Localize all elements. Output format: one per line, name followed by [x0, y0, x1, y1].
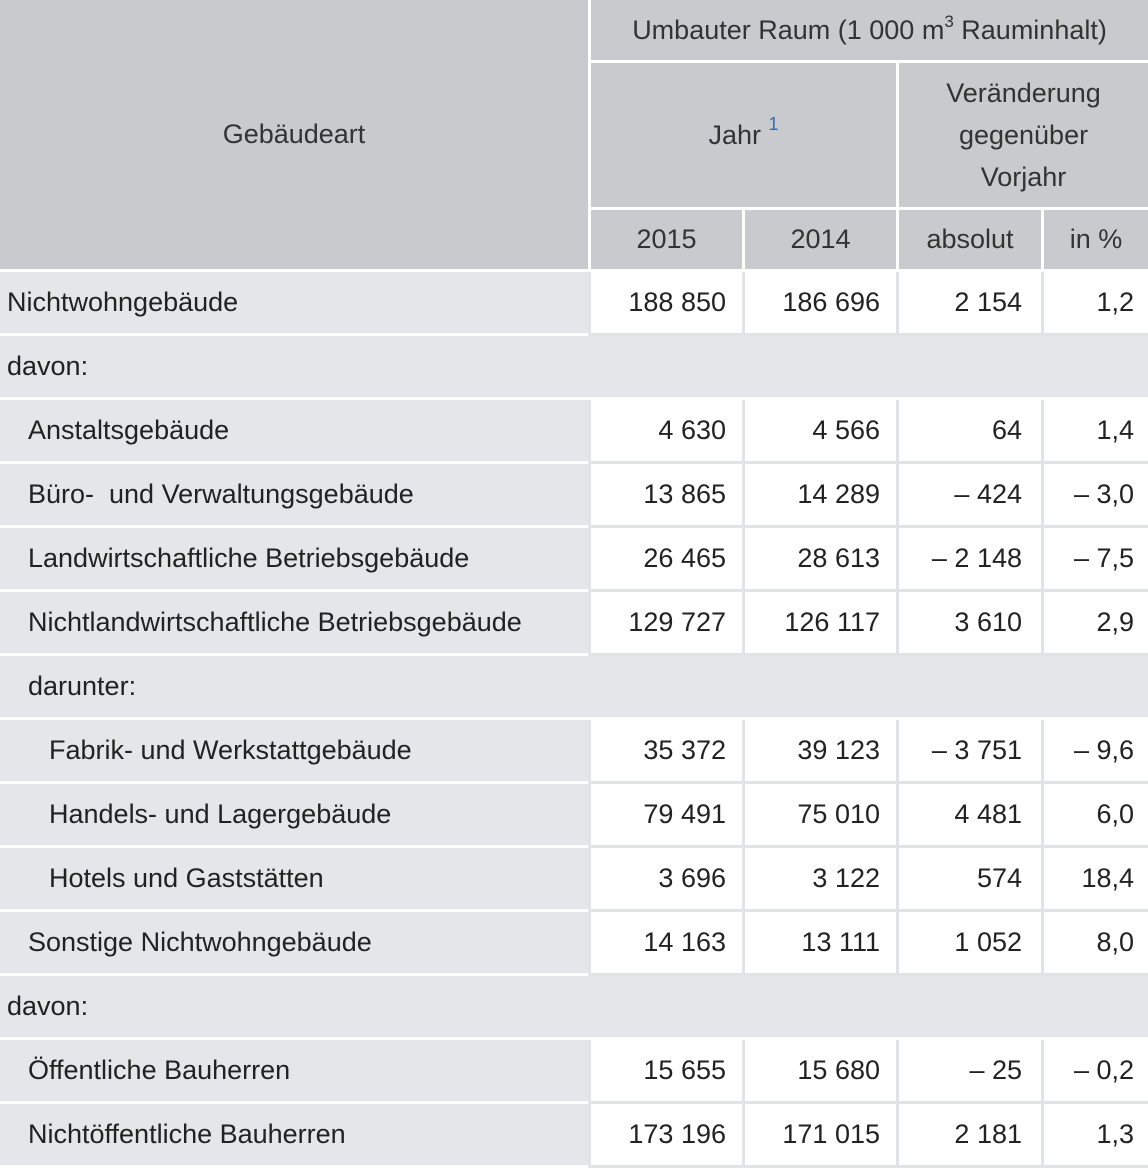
header-unit-exponent: 3: [944, 11, 954, 31]
table-row-oeffentliche-bauherren: [0, 1040, 1148, 1104]
cell-absolut: 2 154: [896, 272, 1041, 336]
cell-2015: 79 491: [588, 784, 742, 848]
cell-prozent: 1,4: [1041, 400, 1148, 464]
cell-prozent: – 9,6: [1041, 720, 1148, 784]
cell-2015: 188 850: [588, 272, 742, 336]
cell-2014: 4 566: [742, 400, 896, 464]
row-label: Öffentliche Bauherren: [0, 1040, 588, 1104]
cell-absolut: 2 181: [896, 1104, 1041, 1168]
row-label: Anstaltsgebäude: [0, 400, 588, 464]
footnote-link[interactable]: 1: [768, 114, 779, 134]
table-row-subheading: [0, 656, 1148, 720]
cell-2015: 3 696: [588, 848, 742, 912]
row-label: Sonstige Nichtwohngebäude: [0, 912, 588, 976]
cell-prozent: 1,2: [1041, 272, 1148, 336]
cell-2014: 15 680: [742, 1040, 896, 1104]
cell-2015: 4 630: [588, 400, 742, 464]
cell-2014: 75 010: [742, 784, 896, 848]
table-row-subheading: [0, 976, 1148, 1040]
header-col-prozent: in %: [1041, 210, 1148, 272]
cell-2015: 13 865: [588, 464, 742, 528]
cell-2014: 3 122: [742, 848, 896, 912]
row-label: Nichtlandwirtschaftliche Betriebsgebäude: [0, 592, 588, 656]
cell-2015: 26 465: [588, 528, 742, 592]
cell-2014: 171 015: [742, 1104, 896, 1168]
subheading-fill: [588, 656, 1148, 720]
row-label: Fabrik- und Werkstattgebäude: [0, 720, 588, 784]
row-subheading-label: davon:: [0, 336, 588, 400]
header-gebaeudeart: Gebäudeart: [0, 0, 588, 272]
table-row-nichtlandwirtschaftliche-betriebsgebaeude: [0, 592, 1148, 656]
subheading-fill: [588, 976, 1148, 1040]
header-jahr: [588, 63, 896, 210]
table-row-nichtwohngebaeude: [0, 272, 1148, 336]
row-label: Hotels und Gaststätten: [0, 848, 588, 912]
table-body: [0, 272, 1148, 1168]
row-label: Nichtöffentliche Bauherren: [0, 1104, 588, 1168]
cell-absolut: – 25: [896, 1040, 1041, 1104]
table-row-anstaltsgebaeude: [0, 400, 1148, 464]
table-row-subheading: [0, 336, 1148, 400]
cell-2015: 173 196: [588, 1104, 742, 1168]
cell-absolut: 1 052: [896, 912, 1041, 976]
header-veraenderung-line1: Veränderung: [946, 78, 1101, 108]
cell-prozent: – 7,5: [1041, 528, 1148, 592]
row-label: Landwirtschaftliche Betriebsgebäude: [0, 528, 588, 592]
table-row-handels-lagergebaeude: [0, 784, 1148, 848]
table-header: [0, 0, 1148, 272]
cell-2014: 39 123: [742, 720, 896, 784]
cell-absolut: – 2 148: [896, 528, 1041, 592]
cell-prozent: – 0,2: [1041, 1040, 1148, 1104]
cell-absolut: – 3 751: [896, 720, 1041, 784]
cell-2015: 14 163: [588, 912, 742, 976]
cell-prozent: 18,4: [1041, 848, 1148, 912]
header-umbauter-raum-suffix: Rauminhalt): [953, 14, 1107, 45]
header-col-2015: 2015: [588, 210, 742, 272]
row-label: Büro- und Verwaltungsgebäude: [0, 464, 588, 528]
header-veraenderung-line3: Vorjahr: [980, 162, 1067, 192]
cell-2014: 14 289: [742, 464, 896, 528]
cell-2015: 35 372: [588, 720, 742, 784]
cell-absolut: 64: [896, 400, 1041, 464]
header-col-2014: 2014: [742, 210, 896, 272]
cell-prozent: 6,0: [1041, 784, 1148, 848]
cell-2014: 186 696: [742, 272, 896, 336]
header-col-absolut: absolut: [896, 210, 1041, 272]
table-row-hotels-gaststaetten: [0, 848, 1148, 912]
cell-prozent: 2,9: [1041, 592, 1148, 656]
table-row-fabrik-werkstattgebaeude: [0, 720, 1148, 784]
cell-prozent: 1,3: [1041, 1104, 1148, 1168]
header-umbauter-raum: [588, 0, 1148, 63]
table-row-landwirtschaftliche-betriebsgebaeude: [0, 528, 1148, 592]
header-veraenderung: [896, 63, 1148, 210]
header-umbauter-raum-prefix: Umbauter Raum (1 000 m: [632, 14, 945, 45]
cell-absolut: 3 610: [896, 592, 1041, 656]
subheading-fill: [588, 336, 1148, 400]
row-label: Nichtwohngebäude: [0, 272, 588, 336]
cell-2015: 129 727: [588, 592, 742, 656]
cell-absolut: 574: [896, 848, 1041, 912]
cell-2015: 15 655: [588, 1040, 742, 1104]
cell-absolut: 4 481: [896, 784, 1041, 848]
cell-2014: 28 613: [742, 528, 896, 592]
header-veraenderung-line2: gegenüber: [958, 120, 1089, 150]
cell-2014: 126 117: [742, 592, 896, 656]
cell-2014: 13 111: [742, 912, 896, 976]
table-row-nichtoeffentliche-bauherren: [0, 1104, 1148, 1168]
cell-absolut: – 424: [896, 464, 1041, 528]
table-row-buero-verwaltungsgebaeude: [0, 464, 1148, 528]
header-jahr-label: Jahr: [708, 120, 761, 150]
cell-prozent: 8,0: [1041, 912, 1148, 976]
row-subheading-label: darunter:: [0, 656, 588, 720]
row-subheading-label: davon:: [0, 976, 588, 1040]
cell-prozent: – 3,0: [1041, 464, 1148, 528]
row-label: Handels- und Lagergebäude: [0, 784, 588, 848]
table-row-sonstige-nichtwohngebaeude: [0, 912, 1148, 976]
